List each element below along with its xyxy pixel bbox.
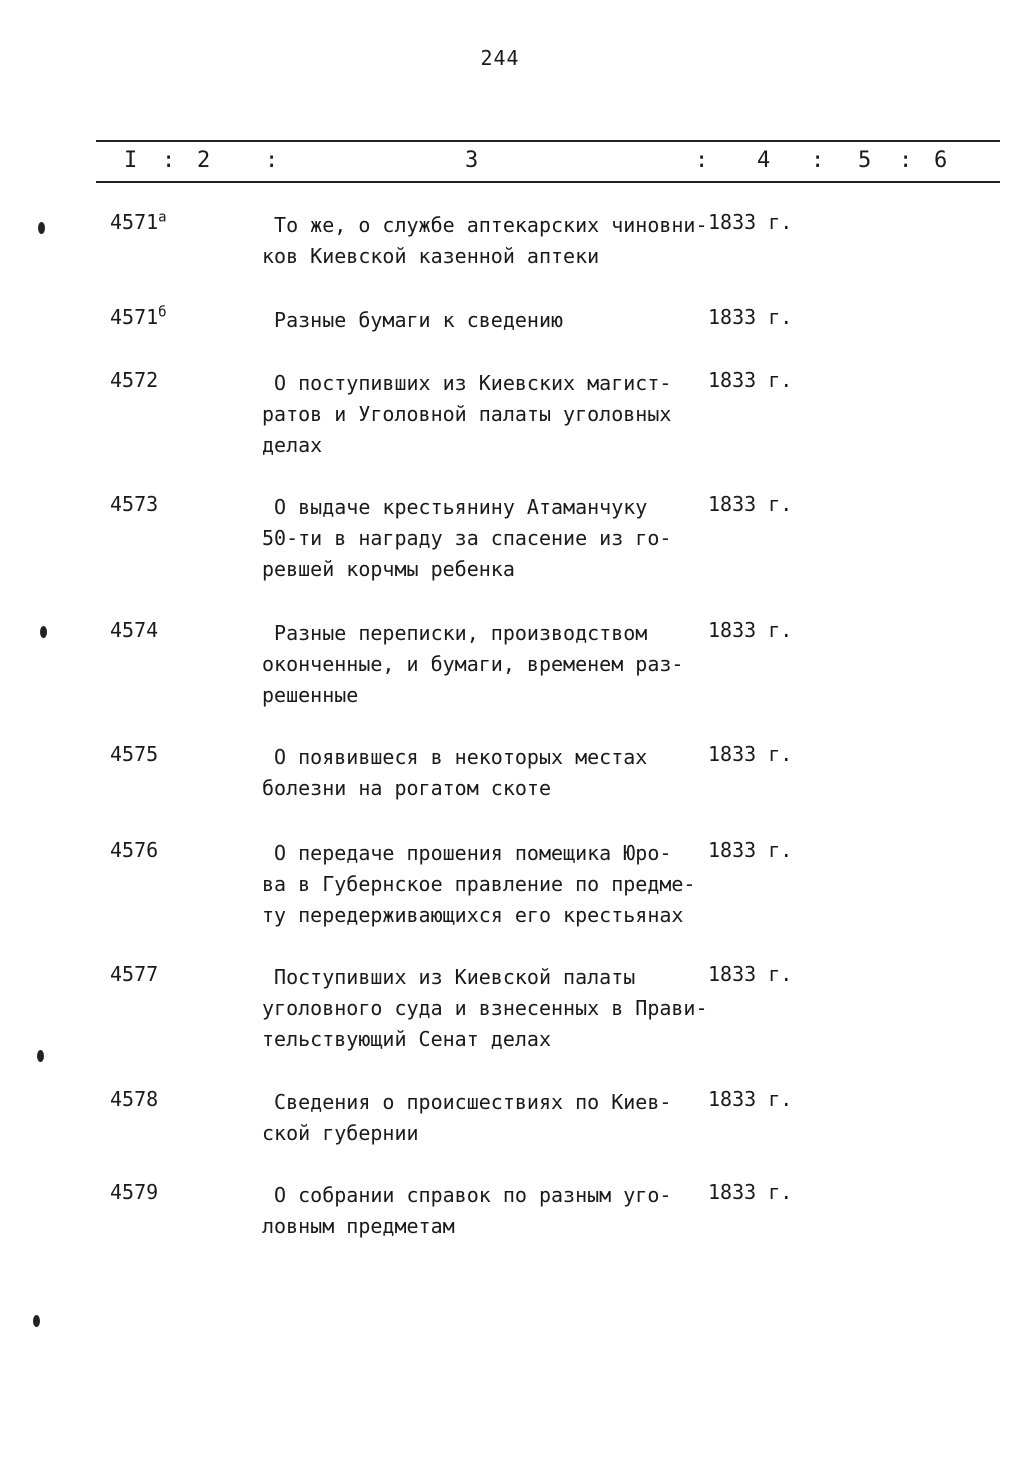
entry-year: 1833 г.	[708, 305, 793, 329]
page-number: 244	[480, 46, 520, 70]
entry-description-line: О выдаче крестьянину Атаманчуку	[262, 495, 648, 519]
entry-description-line: ревшей корчмы ребенка	[262, 557, 515, 581]
entry-description-line: О передаче прошения помещика Юро-	[262, 841, 672, 865]
entry-description-line: О появившеся в некоторых местах	[262, 745, 648, 769]
entry-number: $4571^а$	[110, 209, 167, 234]
entry-description-line: ту передерживающихся его крестьянах	[262, 903, 684, 927]
entry-description-line: решенные	[262, 683, 359, 707]
entry-year: 1833 г.	[708, 1087, 793, 1111]
entry-description	[262, 1180, 712, 1242]
entry-number: $4571^б$	[110, 304, 167, 329]
entry-description	[262, 492, 712, 585]
entry-year: 1833 г.	[708, 368, 793, 392]
entry-description-line: ва в Губернское правление по предме-	[262, 872, 696, 896]
entry-description-line: 50-ти в награду за спасение из го-	[262, 526, 672, 550]
entry-description	[262, 962, 712, 1055]
entry-description	[262, 838, 712, 931]
entry-description-line: О собрании справок по разным уго-	[262, 1183, 672, 1207]
entry-number-suffix: а	[158, 209, 167, 226]
entry-description-line: делах	[262, 433, 323, 457]
entry-description-line: Поступивших из Киевской палаты	[262, 965, 636, 989]
entry-number: 4575	[110, 742, 159, 766]
entry-description-line: Разные переписки, производством	[262, 621, 648, 645]
margin-hole-mark	[38, 222, 45, 234]
entry-description-line: тельствующий Сенат делах	[262, 1027, 551, 1051]
entry-description-line: Разные бумаги к сведению	[262, 308, 564, 332]
entry-description-line: То же, о службе аптекарских чиновни-	[262, 213, 708, 237]
entry-number: 4574	[110, 618, 159, 642]
header-col6: 6	[934, 148, 948, 173]
entry-description	[262, 305, 712, 336]
header-col2: 2	[197, 148, 211, 173]
entry-description-line: оконченные, и бумаги, временем раз-	[262, 652, 684, 676]
entry-number: 4573	[110, 492, 159, 516]
header-separator: :	[695, 148, 709, 173]
header-col4: 4	[757, 148, 771, 173]
entry-number: 4576	[110, 838, 159, 862]
entry-year: 1833 г.	[708, 962, 793, 986]
entry-description-line: болезни на рогатом скоте	[262, 776, 551, 800]
entry-description-line: ской губернии	[262, 1121, 419, 1145]
entry-description	[262, 368, 712, 461]
header-col3: 3	[465, 148, 479, 173]
entry-year: 1833 г.	[708, 492, 793, 516]
entry-description	[262, 742, 712, 804]
entry-description	[262, 210, 712, 272]
header-separator: :	[162, 148, 176, 173]
header-separator: :	[899, 148, 913, 173]
entry-number: 4579	[110, 1180, 159, 1204]
entry-description	[262, 618, 712, 711]
entry-description-line: Сведения о происшествиях по Киев-	[262, 1090, 672, 1114]
entry-year: 1833 г.	[708, 1180, 793, 1204]
entry-description	[262, 1087, 712, 1149]
margin-hole-mark	[40, 626, 47, 638]
entry-description-line: уголовного суда и взнесенных в Прави-	[262, 996, 708, 1020]
entry-year: 1833 г.	[708, 618, 793, 642]
entry-number: 4572	[110, 368, 159, 392]
margin-hole-mark	[33, 1315, 40, 1327]
entry-description-line: ратов и Уголовной палаты уголовных	[262, 402, 672, 426]
entry-number-suffix: б	[158, 304, 167, 321]
entry-number: 4577	[110, 962, 159, 986]
header-separator: :	[811, 148, 825, 173]
header-col5: 5	[858, 148, 872, 173]
margin-hole-mark	[37, 1050, 44, 1062]
entry-description-line: ловным предметам	[262, 1214, 455, 1238]
entry-description-line: ков Киевской казенной аптеки	[262, 244, 600, 268]
entry-description-line: О поступивших из Киевских магист-	[262, 371, 672, 395]
entry-number: 4578	[110, 1087, 159, 1111]
header-col1: I	[124, 148, 138, 173]
header-separator: :	[265, 148, 279, 173]
entry-year: 1833 г.	[708, 210, 793, 234]
entry-year: 1833 г.	[708, 742, 793, 766]
entry-year: 1833 г.	[708, 838, 793, 862]
